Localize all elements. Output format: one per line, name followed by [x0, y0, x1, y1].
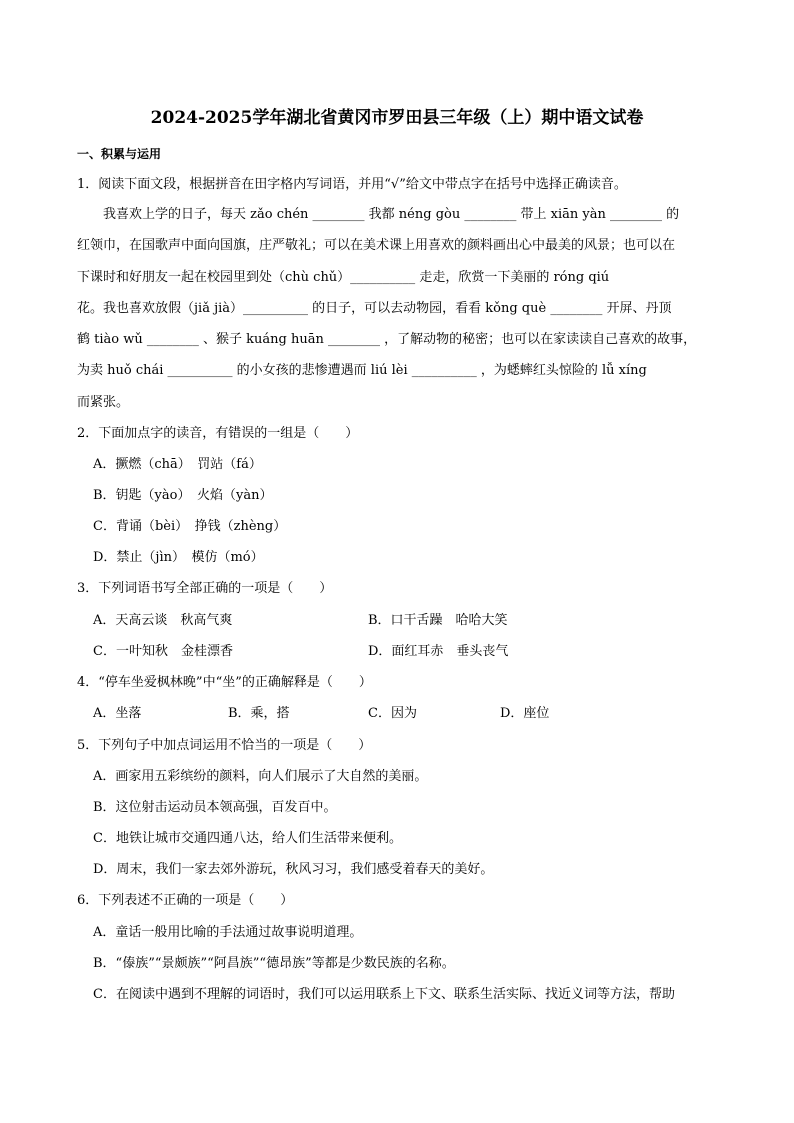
q4-option-a: A．坐落 — [93, 706, 142, 721]
q2-option-c: C．背诵（bèi） 挣钱（zhèng） — [93, 519, 287, 534]
q1-line-4: 花。我也喜欢放假（jiǎ jià）__________ 的日子，可以去动物园，看看 kǒng què ________ 开屏、丹顶 — [77, 300, 672, 316]
q5-option-c: C．地铁让城市交通四通八达，给人们生活带来便利。 — [93, 831, 402, 846]
q2-option-b: B．钥匙（yào） 火焰（yàn） — [93, 488, 273, 503]
q1-line-2: 红领巾，在国歌声中面向国旗，庄严敬礼；可以在美术课上用喜欢的颜料画出心中最美的风景；也可以在 — [77, 238, 676, 254]
q4-stem: 4．“停车坐爱枫林晚”中“坐”的正确解释是（ ） — [77, 675, 372, 690]
q3-stem: 3．下列词语书写全部正确的一项是（ ） — [77, 581, 333, 596]
q1-stem: 1．阅读下面文段，根据拼音在田字格内写词语，并用“√”给文中带点字在括号中选择正确读音。 — [77, 177, 627, 192]
q2-option-a: A．撅燃（chā） 罚站（fá） — [93, 457, 262, 472]
q2-stem: 2．下面加点字的读音，有错误的一组是（ ） — [77, 426, 359, 441]
q1-line-1: 我喜欢上学的日子，每天 zǎo chén ________ 我都 néng gòu ________ 带上 xiān yàn ________ 的 — [103, 207, 680, 222]
q3-option-d: D．面红耳赤 垂头丧气 — [368, 644, 509, 659]
q1-line-6: 为卖 huǒ chái __________ 的小女孩的悲惨遭遇而 liú lèi __________ ，为蟋蟀红头惊险的 lǚ xíng — [77, 363, 647, 379]
q3-option-a: A．天高云谈 秋高气爽 — [93, 613, 233, 628]
q4-option-c: C．因为 — [368, 706, 417, 721]
q4-option-d: D．座位 — [500, 706, 550, 721]
q1-passage — [77, 199, 718, 418]
section-heading: 一、积累与运用 — [77, 147, 162, 161]
q3-option-c: C．一叶知秋 金桂漂香 — [93, 644, 233, 659]
q1-line-3: 下课时和好朋友一起在校园里到处（chù chǔ）__________ 走走，欣赏一下美丽的 róng qiú — [77, 269, 610, 285]
q4-option-b: B．乘，搭 — [228, 706, 290, 721]
q6-option-a: A．童话一般用比喻的手法通过故事说明道理。 — [93, 925, 363, 940]
q6-option-c: C．在阅读中遇到不理解的词语时，我们可以运用联系上下文、联系生活实际、找近义词等方法，帮助 — [93, 987, 675, 1002]
q2-option-d: D．禁止（jìn） 模仿（mó） — [93, 550, 264, 565]
q6-stem: 6．下列表述不正确的一项是（ ） — [77, 893, 294, 908]
q1-line-7: 而紧张。 — [77, 394, 130, 410]
q5-option-d: D．周末，我们一家去郊外游玩，秋风习习，我们感受着春天的美好。 — [93, 862, 494, 877]
q6-option-b: B．“傣族”“景颇族”“阿昌族”“德昂族”等都是少数民族的名称。 — [93, 956, 455, 971]
q1-line-5: 鹤 tiào wǔ ________ 、猴子 kuáng huān ________ ，了解动物的秘密；也可以在家读读自己喜欢的故事， — [77, 332, 697, 348]
q5-option-a: A．画家用五彩缤纷的颜料，向人们展示了大自然的美丽。 — [93, 769, 428, 784]
q3-option-b: B．口干舌躁 哈哈大笑 — [368, 613, 508, 628]
exam-title: 2024-2025学年湖北省黄冈市罗田县三年级（上）期中语文试卷 — [150, 108, 644, 128]
q5-stem: 5．下列句子中加点词运用不恰当的一项是（ ） — [77, 738, 372, 753]
q5-option-b: B．这位射击运动员本领高强，百发百中。 — [93, 800, 337, 815]
